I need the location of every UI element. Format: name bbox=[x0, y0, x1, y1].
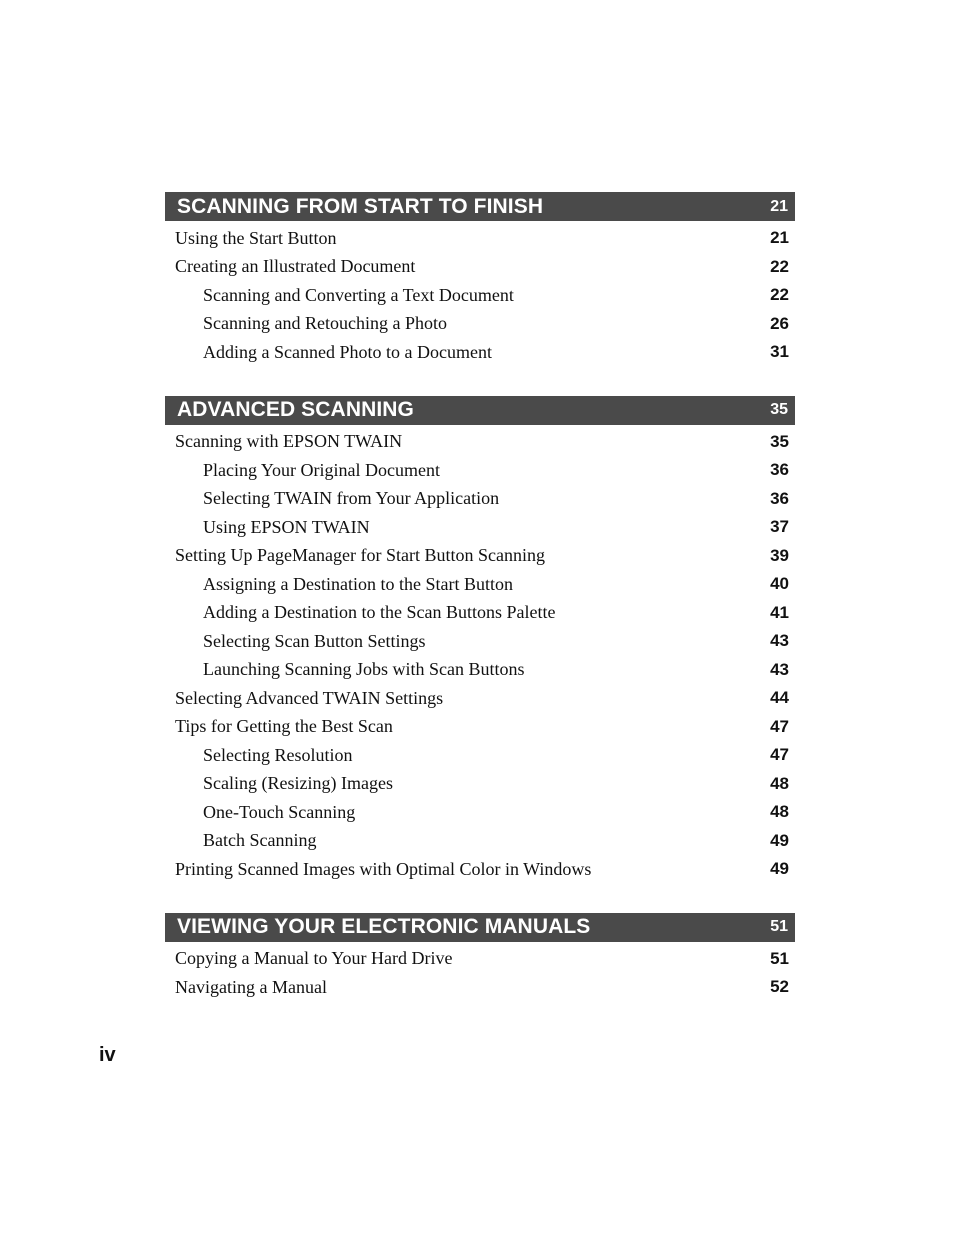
table-of-contents bbox=[165, 192, 795, 1031]
entry-title: Adding a Destination to the Scan Buttons Palette bbox=[203, 602, 556, 623]
entry-title: Adding a Scanned Photo to a Document bbox=[203, 341, 492, 362]
entry-page-number: 22 bbox=[770, 256, 789, 276]
entry-title: Launching Scanning Jobs with Scan Buttons bbox=[203, 659, 525, 680]
toc-entry[interactable] bbox=[165, 855, 795, 884]
entry-page-number: 36 bbox=[770, 460, 789, 480]
entry-page-number: 47 bbox=[770, 745, 789, 765]
entry-title: Copying a Manual to Your Hard Drive bbox=[175, 948, 453, 969]
entry-title: Setting Up PageManager for Start Button Scanning bbox=[175, 545, 545, 566]
toc-entry[interactable] bbox=[165, 338, 795, 367]
entry-page-number: 40 bbox=[770, 574, 789, 594]
entry-title: Using the Start Button bbox=[175, 227, 337, 248]
entry-page-number: 43 bbox=[770, 631, 789, 651]
entry-page-number: 26 bbox=[770, 313, 789, 333]
entry-page-number: 39 bbox=[770, 545, 789, 565]
entry-page-number: 52 bbox=[770, 977, 789, 997]
toc-entry[interactable] bbox=[165, 570, 795, 599]
entry-title: Scaling (Resizing) Images bbox=[203, 773, 393, 794]
entry-title: Tips for Getting the Best Scan bbox=[175, 716, 393, 737]
entry-title: One-Touch Scanning bbox=[203, 801, 356, 822]
entry-title: Assigning a Destination to the Start Button bbox=[203, 573, 513, 594]
entry-list bbox=[165, 942, 795, 1002]
toc-entry[interactable] bbox=[165, 656, 795, 685]
toc-entry[interactable] bbox=[165, 827, 795, 856]
entry-list bbox=[165, 221, 795, 367]
toc-entry[interactable] bbox=[165, 713, 795, 742]
entry-page-number: 41 bbox=[770, 602, 789, 622]
entry-title: Placing Your Original Document bbox=[203, 459, 440, 480]
toc-entry[interactable] bbox=[165, 542, 795, 571]
section-page-number: 51 bbox=[770, 918, 788, 935]
entry-page-number: 44 bbox=[770, 688, 789, 708]
toc-entry[interactable] bbox=[165, 253, 795, 282]
entry-title: Scanning with EPSON TWAIN bbox=[175, 431, 403, 452]
toc-entry[interactable] bbox=[165, 428, 795, 457]
entry-page-number: 47 bbox=[770, 716, 789, 736]
entry-page-number: 48 bbox=[770, 802, 789, 822]
entry-title: Creating an Illustrated Document bbox=[175, 256, 416, 277]
toc-entry[interactable] bbox=[165, 741, 795, 770]
toc-entry[interactable] bbox=[165, 798, 795, 827]
entry-page-number: 48 bbox=[770, 773, 789, 793]
entry-title: Selecting Scan Button Settings bbox=[203, 630, 426, 651]
entry-page-number: 22 bbox=[770, 285, 789, 305]
toc-entry[interactable] bbox=[165, 224, 795, 253]
page-number: iv bbox=[99, 1044, 116, 1066]
toc-entry[interactable] bbox=[165, 281, 795, 310]
entry-page-number: 43 bbox=[770, 659, 789, 679]
entry-title: Selecting TWAIN from Your Application bbox=[203, 488, 500, 509]
toc-entry[interactable] bbox=[165, 684, 795, 713]
entry-page-number: 31 bbox=[770, 342, 789, 362]
entry-page-number: 37 bbox=[770, 517, 789, 537]
entry-title: Using EPSON TWAIN bbox=[203, 516, 370, 537]
section-header[interactable] bbox=[165, 913, 795, 942]
toc-entry[interactable] bbox=[165, 973, 795, 1002]
toc-section bbox=[165, 396, 795, 884]
toc-entry[interactable] bbox=[165, 485, 795, 514]
toc-entry[interactable] bbox=[165, 627, 795, 656]
toc-entry[interactable] bbox=[165, 513, 795, 542]
section-page-number: 21 bbox=[770, 197, 788, 215]
toc-section bbox=[165, 192, 795, 367]
toc-entry[interactable] bbox=[165, 770, 795, 799]
entry-page-number: 49 bbox=[770, 859, 789, 879]
entry-page-number: 35 bbox=[770, 431, 789, 451]
section-title: ADVANCED SCANNING bbox=[177, 398, 414, 421]
toc-entry[interactable] bbox=[165, 310, 795, 339]
entry-title: Scanning and Converting a Text Document bbox=[203, 284, 514, 305]
entry-title: Printing Scanned Images with Optimal Color in Windows bbox=[175, 858, 592, 879]
toc-entry[interactable] bbox=[165, 945, 795, 974]
section-header[interactable] bbox=[165, 192, 795, 221]
entry-page-number: 49 bbox=[770, 830, 789, 850]
toc-section bbox=[165, 913, 795, 1002]
toc-entry[interactable] bbox=[165, 599, 795, 628]
section-title: SCANNING FROM START TO FINISH bbox=[177, 194, 544, 218]
entry-title: Scanning and Retouching a Photo bbox=[203, 313, 447, 334]
entry-title: Selecting Resolution bbox=[203, 744, 353, 765]
section-page-number: 35 bbox=[770, 401, 788, 418]
toc-entry[interactable] bbox=[165, 456, 795, 485]
entry-page-number: 21 bbox=[770, 228, 789, 248]
entry-title: Navigating a Manual bbox=[175, 976, 327, 997]
entry-page-number: 51 bbox=[770, 948, 789, 968]
entry-title: Selecting Advanced TWAIN Settings bbox=[175, 687, 444, 708]
entry-page-number: 36 bbox=[770, 488, 789, 508]
entry-title: Batch Scanning bbox=[203, 830, 317, 851]
entry-list bbox=[165, 425, 795, 884]
section-header[interactable] bbox=[165, 396, 795, 425]
section-title: VIEWING YOUR ELECTRONIC MANUALS bbox=[177, 915, 591, 938]
